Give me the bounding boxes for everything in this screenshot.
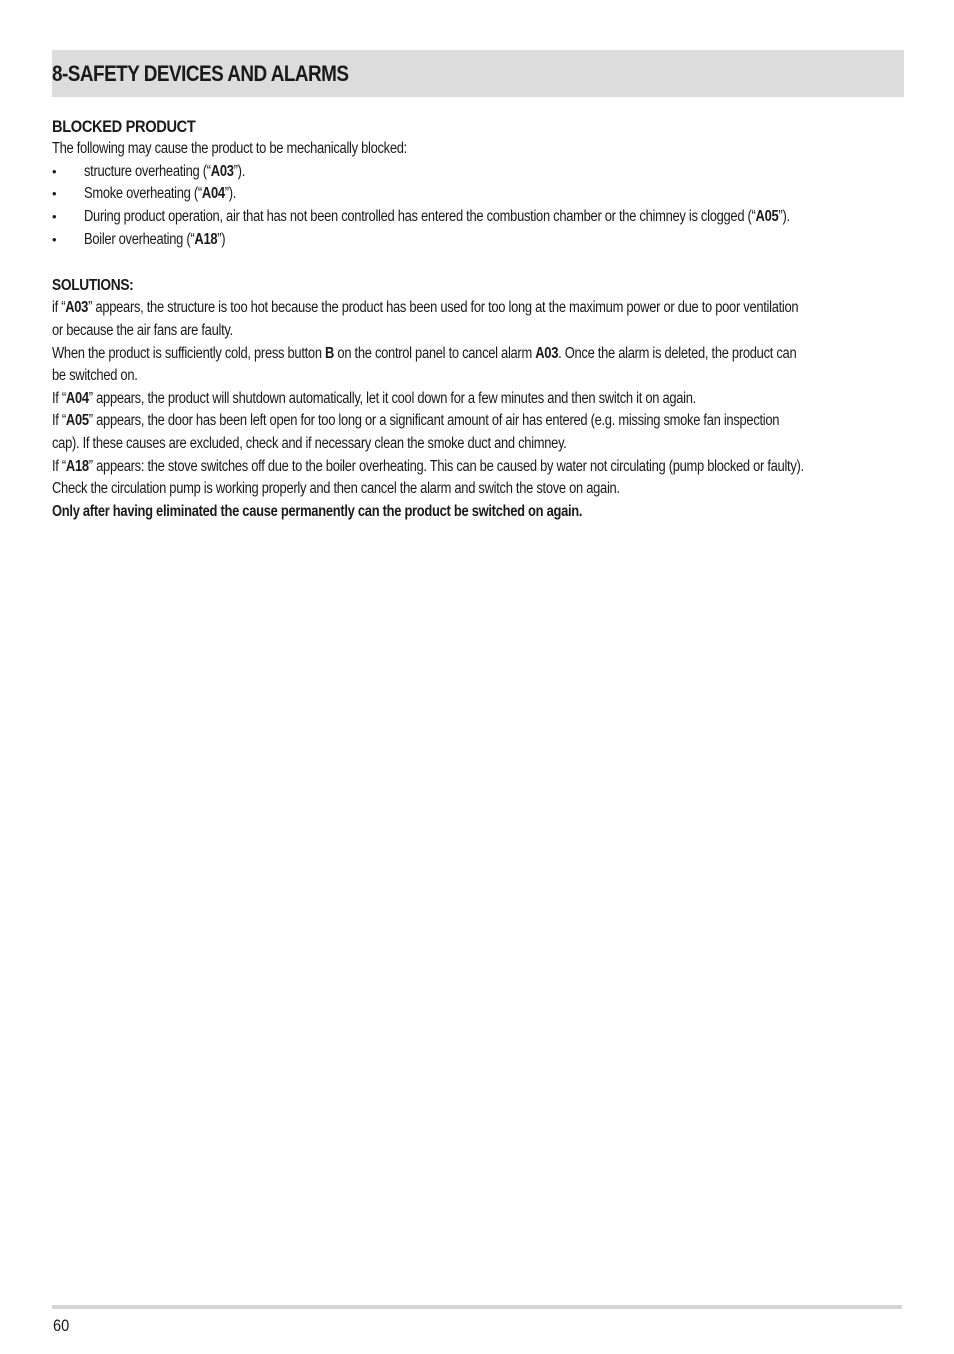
solution-a04-line: If “A04” appears, the product will shutdown automatically, let it cool down for a few minutes and then switch it on again. [52, 389, 696, 407]
button-ref: B [325, 344, 335, 362]
solution-a18-line-1: If “A18” appears: the stove switches off due to the boiler overheating. This can be caused by water not circulating (pump blocked or faulty). [52, 457, 804, 475]
alarm-code: A05 [65, 412, 89, 430]
list-item-text: ”) [217, 230, 226, 248]
bullet-dot: • [52, 186, 57, 202]
bullet-dot: • [52, 208, 57, 224]
list-item-text: ”). [224, 185, 237, 203]
alarm-code: A04 [65, 389, 89, 407]
list-item [52, 206, 904, 229]
safety-warning: Only after having eliminated the cause permanently can the product be switched on again. [52, 502, 583, 520]
alarm-code: A03 [535, 344, 559, 362]
section-title: 8-SAFETY DEVICES AND ALARMS [52, 60, 349, 86]
solution-a18-line-2: Check the circulation pump is working properly and then cancel the alarm and switch the stove on again. [52, 480, 620, 498]
list-item-text: Boiler overheating (“ [84, 230, 195, 248]
blocked-causes-list [52, 161, 904, 252]
alarm-code: A04 [201, 185, 225, 203]
section-header-bar [52, 50, 904, 97]
list-item [52, 161, 904, 184]
list-item [52, 183, 904, 206]
alarm-code: A03 [65, 299, 89, 317]
blocked-product-intro: The following may cause the product to be mechanically blocked: [52, 140, 407, 157]
bullet-dot: • [52, 231, 57, 247]
alarm-code: A05 [755, 207, 779, 225]
list-item-text: ”). [778, 207, 790, 225]
document-page [52, 50, 904, 523]
alarm-code: A18 [194, 230, 218, 248]
solution-a03-line-1: if “A03” appears, the structure is too hot because the product has been used for too long at the maximum power or due to poor ventilation [52, 299, 799, 317]
alarm-code: A03 [210, 162, 234, 180]
solutions-section [52, 274, 904, 523]
bullet-dot: • [52, 163, 57, 179]
list-item-text: structure overheating (“ [84, 162, 211, 180]
blocked-product-section [52, 115, 904, 251]
footer-divider [52, 1305, 902, 1309]
solution-a05-line-1: If “A05” appears, the door has been left open for too long or a significant amount of air has entered (e.g. missing smoke fan inspection [52, 412, 780, 430]
solutions-heading: SOLUTIONS: [52, 277, 134, 295]
solution-a05-line-2: cap). If these causes are excluded, check and if necessary clean the smoke duct and chimney. [52, 434, 567, 452]
list-item-text: ”). [233, 162, 246, 180]
solution-a03-line-2: or because the air fans are faulty. [52, 321, 233, 339]
alarm-code: A18 [65, 457, 89, 475]
list-item-text: During product operation, air that has not been controlled has entered the combustion chamber or the chimney is clogged (“ [84, 207, 756, 225]
blocked-product-heading: BLOCKED PRODUCT [52, 117, 196, 136]
page-number: 60 [53, 1316, 70, 1335]
list-item-text: Smoke overheating (“ [84, 185, 202, 203]
list-item [52, 229, 904, 252]
solution-cancel-line-2: be switched on. [52, 367, 138, 385]
solution-cancel-line-1: When the product is sufficiently cold, press button B on the control panel to cancel alarm A03. Once the alarm is deleted, the product can [52, 344, 797, 362]
